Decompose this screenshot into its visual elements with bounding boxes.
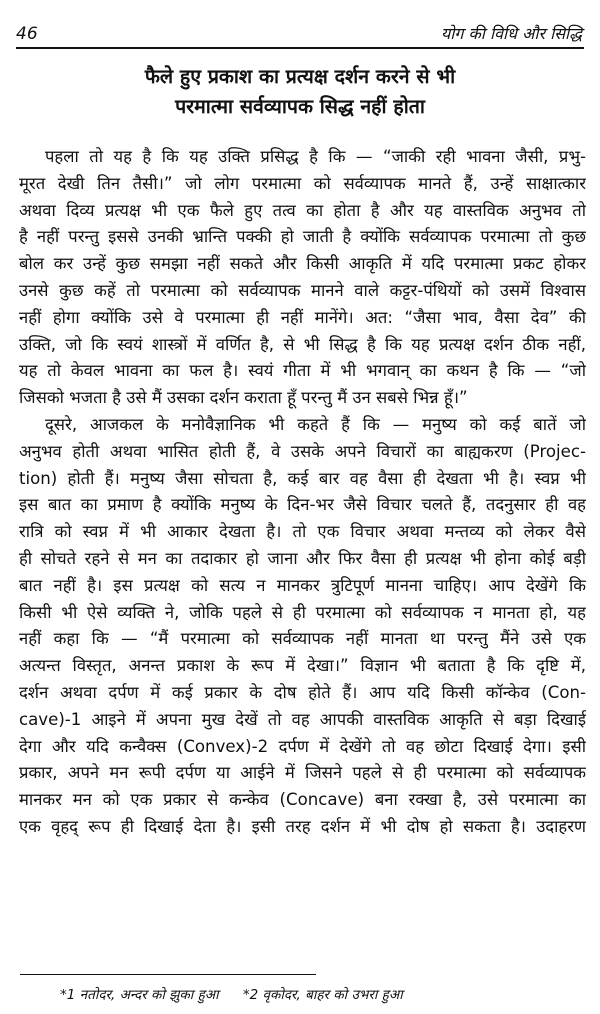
- text-line: ही सोचते रहने से मन का तदाकार हो जाना और फिर वैसा ही प्रत्यक्ष भी होना कोई बड़ी: [19, 548, 586, 568]
- text-line: बोल कर उन्हें कुछ समझा नहीं सकते और किसी आकृति में यदि परमात्मा प्रकट होकर: [19, 254, 586, 274]
- running-header: [16, 14, 582, 44]
- running-title: योग की विधि और सिद्धि: [440, 24, 582, 43]
- text-line: जिसको भजता है उसे मैं उसका दर्शन कराता हूँ परन्तु मैं उन सबसे भिन्न हूँ।”: [19, 388, 468, 408]
- text-line: अत्यन्त विस्तृत, अनन्त प्रकाश के रूप में देखा।” विज्ञान भी बताता है कि दृष्टि में,: [19, 656, 586, 676]
- text-line: नहीं कहा कि — “मैं परमात्मा को सर्वव्यापक नहीं मानता था परन्तु मैंने उसे एक: [19, 629, 586, 649]
- text-line: पहला तो यह है कि यह उक्ति प्रसिद्ध है कि — “जाकी रही भावना जैसी, प्रभु-: [45, 147, 586, 166]
- footnotes: [60, 985, 580, 1003]
- text-line: अथवा दिव्य प्रत्यक्ष भी एक फैले हुए तत्व का होता है और यह वास्तविक अनुभव तो: [19, 200, 586, 220]
- text-line: उक्ति, जो कि स्वयं शास्त्रों में वर्णित है, से भी सिद्ध है कि यह प्रत्यक्ष दर्शन ठीक नहीं,: [19, 334, 586, 354]
- text-line: है नहीं परन्तु इससे उनकी भ्रान्ति पक्की हो जाती है क्योंकि सर्वव्यापक परमात्मा तो कुछ: [19, 227, 586, 247]
- text-line: उनसे कुछ कहें तो परमात्मा को सर्वव्यापक मानने वाले कट्टर-पंथियों को उसमें विश्वास: [19, 280, 586, 300]
- heading-line-2: परमात्मा सर्वव्यापक सिद्ध नहीं होता: [175, 95, 425, 118]
- text-line: नहीं होगा क्योंकि उसे वे परमात्मा ही नहीं मानेंगे। अत: “जैसा भाव, वैसा देव” की: [19, 307, 586, 327]
- text-line: मानकर मन को एक प्रकार से कन्केव (Concave) बना रक्खा है, उसे परमात्मा का: [19, 790, 586, 810]
- text-line: cave)-1 आइने में अपना मुख देखें तो वह आपकी वास्तविक आकृति से बड़ा दिखाई: [19, 709, 586, 729]
- text-line: दर्शन अथवा दर्पण में कई प्रकार के दोष होते हैं। आप यदि किसी कॉन्केव (Con-: [19, 682, 586, 702]
- text-line: मूरत देखी तिन तैसी।” जो लोग परमात्मा को सर्वव्यापक मानते हैं, उन्हें साक्षात्कार: [19, 173, 586, 193]
- text-line: प्रकार, अपने मन रूपी दर्पण या आईने में जिसने पहले से ही परमात्मा को सर्वव्यापक: [19, 763, 586, 783]
- page-number: 46: [16, 24, 38, 44]
- header-rule: [16, 47, 584, 49]
- text-line: अनुभव होती अथवा भासित होती हैं, वे उसके अपने विचारों का बाह्यकरण (Projec-: [19, 441, 586, 461]
- text-line: रात्रि को स्वप्न में भी आकार देखता है। तो एक विचार अथवा मन्तव्य को लेकर वैसे: [19, 522, 586, 542]
- text-line: tion) होती हैं। मनुष्य जैसा सोचता है, कई बार वह वैसा ही देखता भी है। स्वप्न भी: [19, 468, 586, 488]
- section-heading: [20, 62, 580, 122]
- text-line: किसी भी ऐसे व्यक्ति ने, जोकि पहले से ही परमात्मा को सर्वव्यापक न मानता हो, यह: [19, 602, 586, 622]
- text-line: दूसरे, आजकल के मनोवैज्ञानिक भी कहते हैं कि — मनुष्य को कई बातें जो: [45, 414, 586, 434]
- body-text: [19, 144, 586, 841]
- text-line: बात नहीं है। इस प्रत्यक्ष को सत्य न मानकर त्रुटिपूर्ण मानना चाहिए। आप देखेंगे कि: [19, 575, 586, 595]
- text-line: इस बात का प्रमाण है क्योंकि मनुष्य के दिन-भर जैसे विचार चलते हैं, तदनुसार ही वह: [19, 495, 586, 515]
- text-line: देगा और यदि कन्वैक्स (Convex)-2 दर्पण में देखेंगे तो वह छोटा दिखाई देगा। इसी: [19, 736, 586, 756]
- footnote-1: *1 नतोदर, अन्दर को झुका हुआ: [60, 987, 219, 1003]
- footnote-2: *2 वृकोदर, बाहर को उभरा हुआ: [242, 987, 403, 1003]
- text-line: यह तो केवल भावना का फल है। स्वयं गीता में भी भगवान् का कथन है कि — “जो: [19, 361, 586, 381]
- heading-line-1: फैले हुए प्रकाश का प्रत्यक्ष दर्शन करने से भी: [144, 65, 456, 88]
- text-line: एक वृहद् रूप ही दिखाई देता है। इसी तरह दर्शन में भी दोष हो सकता है। उदाहरण: [19, 816, 586, 836]
- footnote-rule: [20, 974, 316, 975]
